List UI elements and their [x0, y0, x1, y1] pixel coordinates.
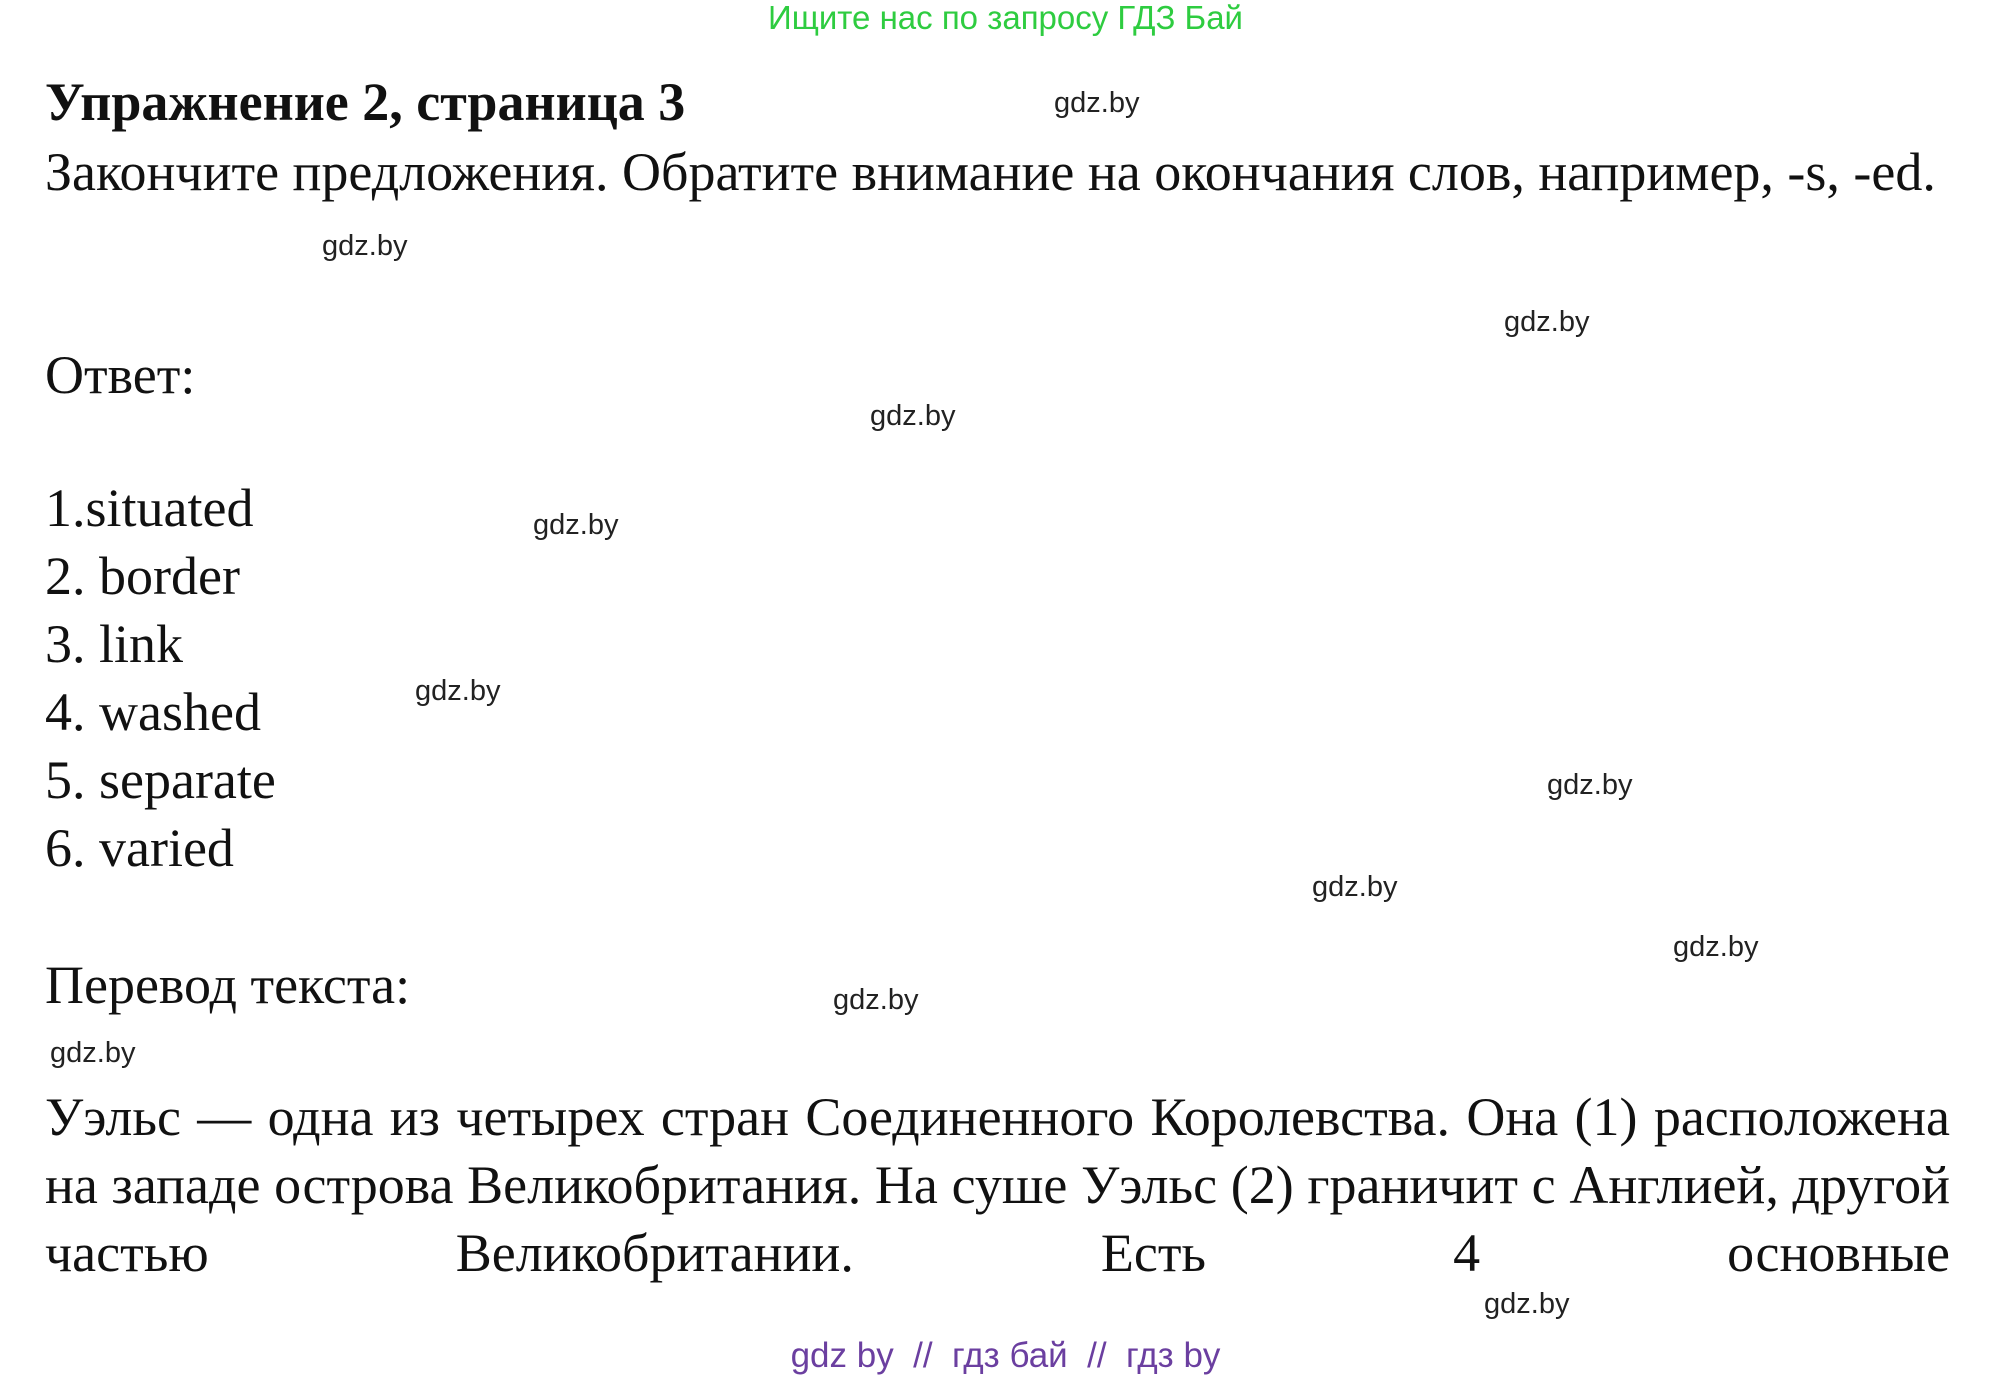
answer-item: 1.situated — [45, 478, 254, 538]
watermark: gdz.by — [833, 984, 919, 1016]
task-text: Закончите предложения. Обратите внимание на окончания слов, например, -s, -ed. — [45, 142, 1936, 202]
footer-links: gdz by // гдз бай // гдз by — [790, 1336, 1221, 1375]
translation-text: Уэльс — одна из четырех стран Соединенного Королевства. Она (1) расположена на западе острова Великобритания. На суше Уэльс (2) граничит с Англией, другой частью Великобритании. Есть 4 основные — [45, 1087, 1950, 1283]
watermark: gdz.by — [322, 230, 408, 262]
watermark: gdz.by — [870, 400, 956, 432]
watermark: gdz.by — [1312, 871, 1398, 903]
answer-item: 3. link — [45, 614, 184, 674]
watermark: gdz.by — [50, 1037, 136, 1069]
answer-item: 4. washed — [45, 682, 261, 742]
watermark: gdz.by — [1054, 87, 1140, 119]
answer-item: 2. border — [45, 546, 240, 606]
answer-label: Ответ: — [45, 345, 196, 405]
search-banner: Ищите нас по запросу ГДЗ Бай — [768, 0, 1243, 36]
watermark: gdz.by — [1504, 306, 1590, 338]
exercise-title: Упражнение 2, страница 3 — [45, 72, 686, 132]
answer-item: 6. varied — [45, 818, 234, 878]
watermark: gdz.by — [1484, 1288, 1570, 1320]
watermark: gdz.by — [1547, 769, 1633, 801]
watermark: gdz.by — [415, 675, 501, 707]
watermark: gdz.by — [533, 509, 619, 541]
answer-list — [45, 474, 276, 882]
answer-item: 5. separate — [45, 750, 276, 810]
translation-label: Перевод текста: — [45, 955, 411, 1015]
watermark: gdz.by — [1673, 931, 1759, 963]
